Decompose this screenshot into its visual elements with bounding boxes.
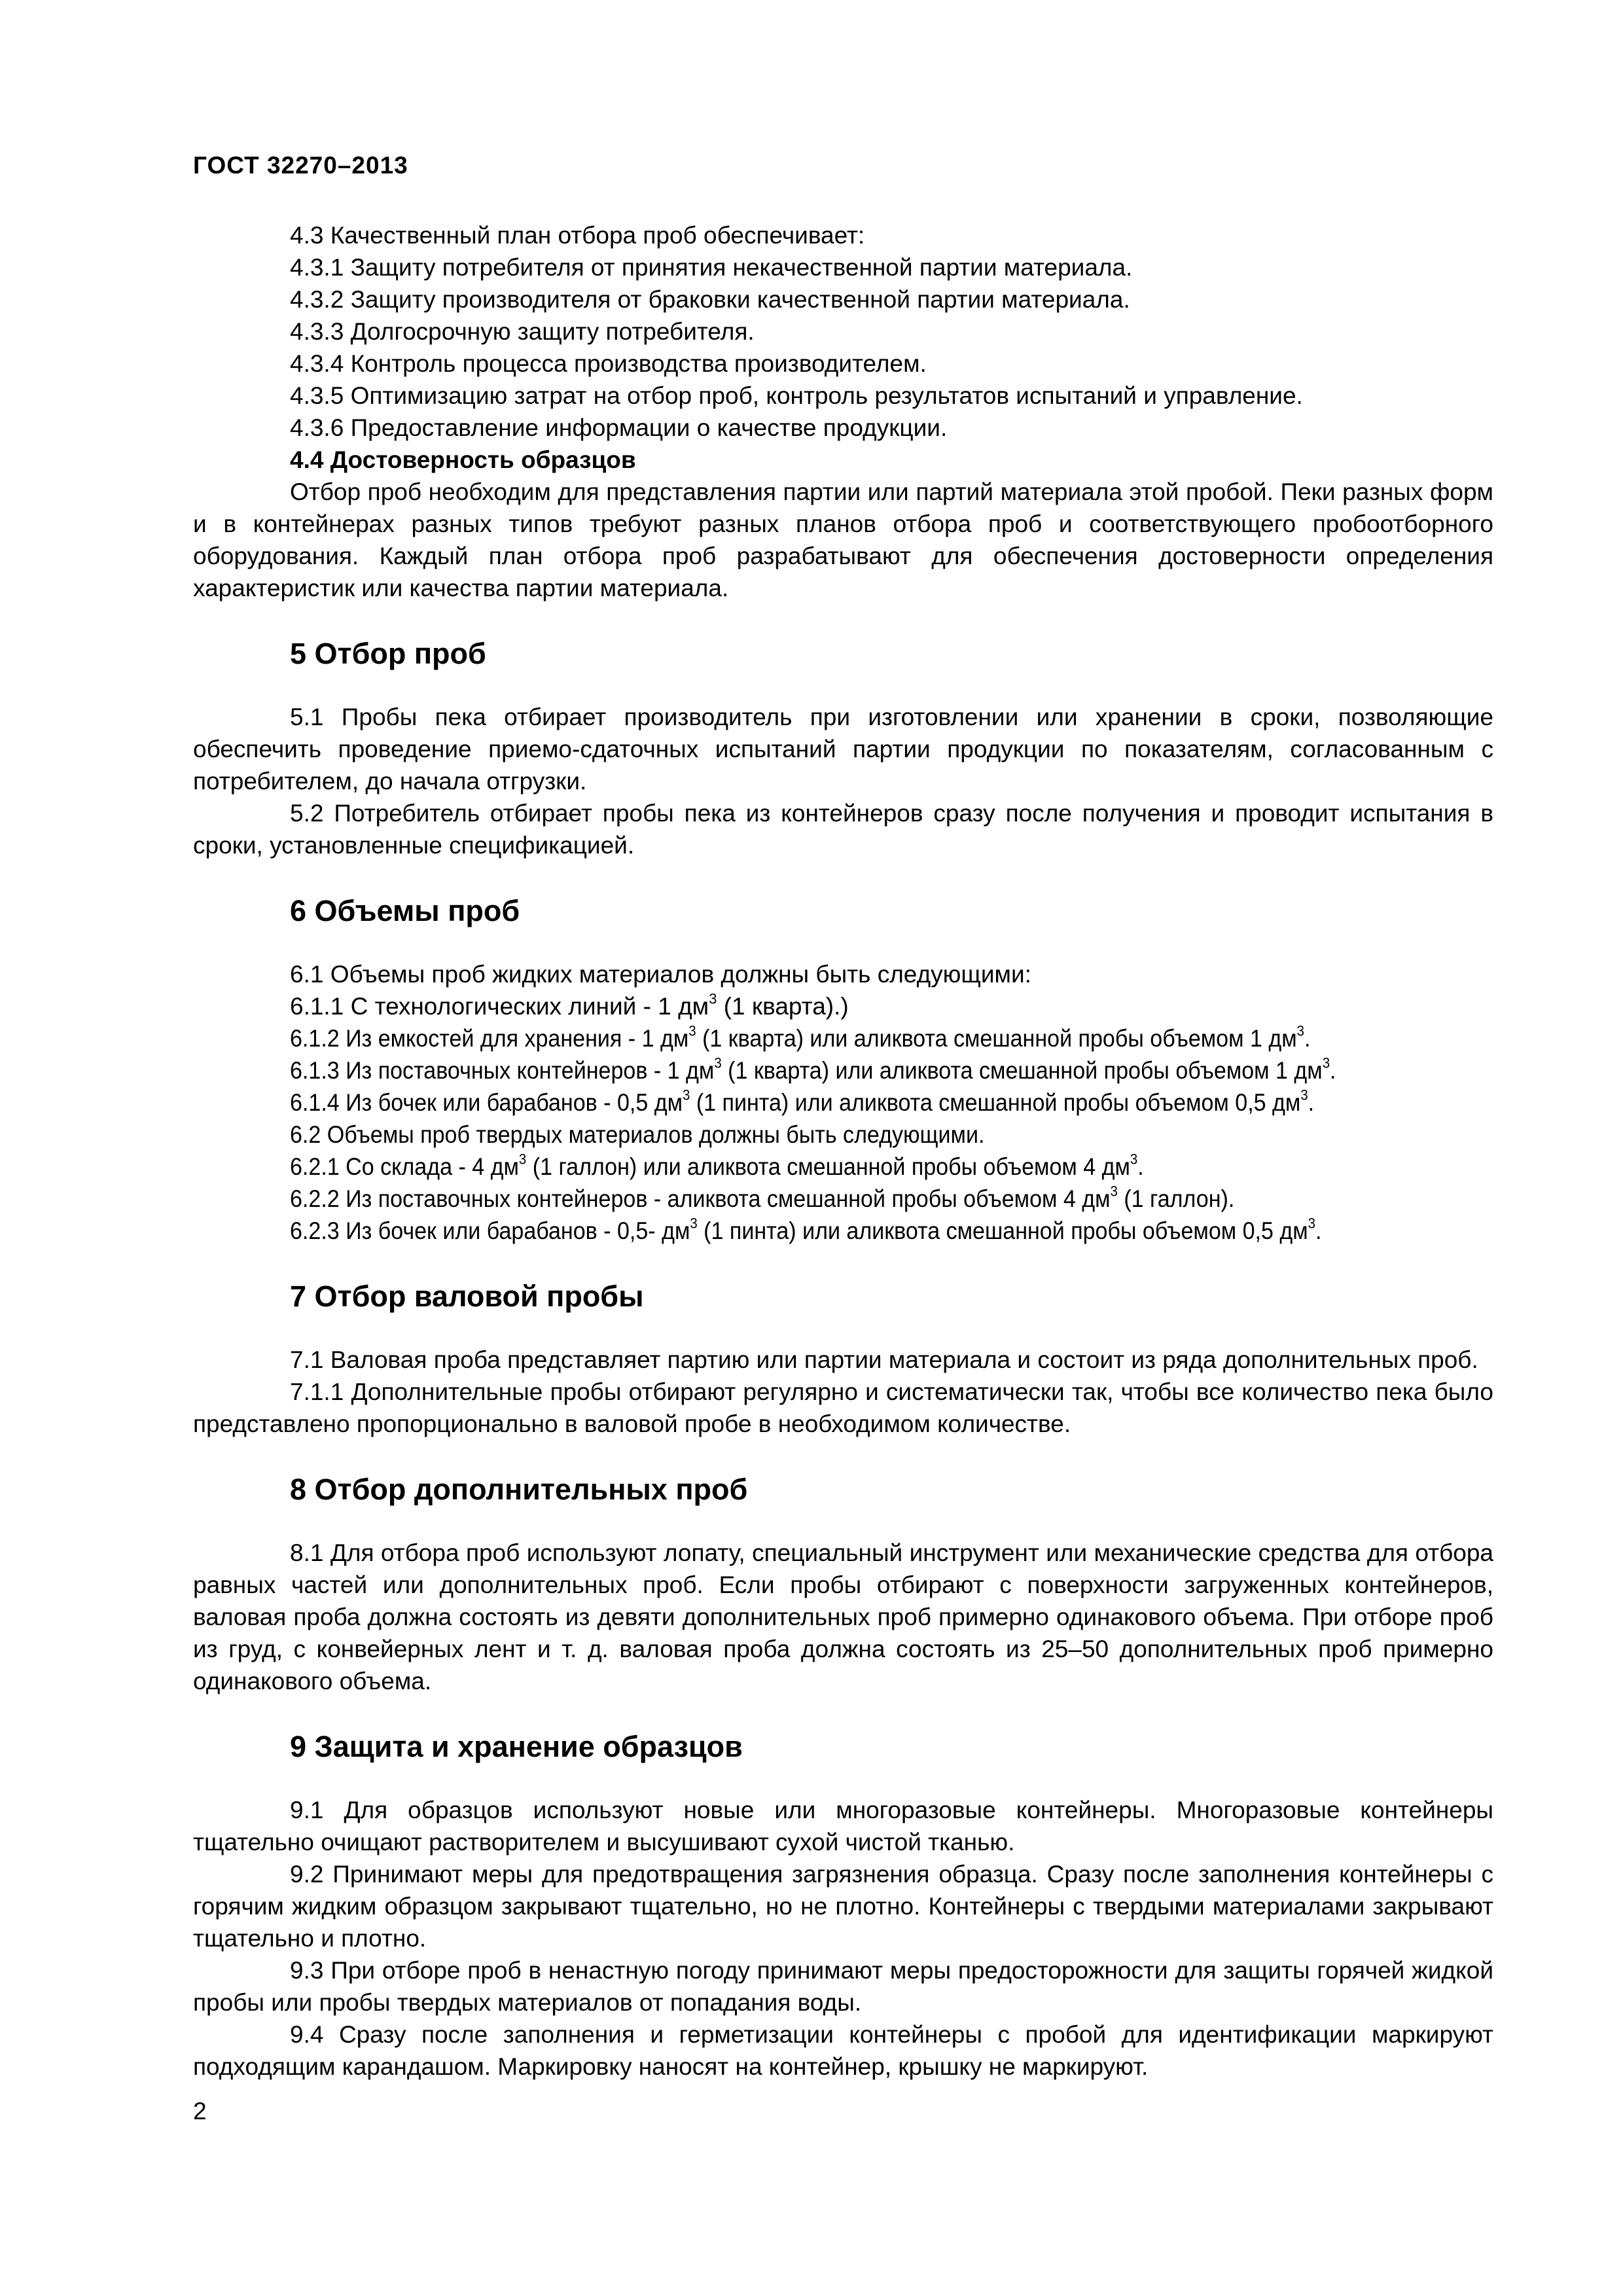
clause-6-1-1: 6.1.1 С технологических линий - 1 $дм^3$ (1 кварта).) <box>290 990 849 1020</box>
clause-4-3-3: 4.3.3 Долгосрочную защиту потребителя. <box>290 318 755 345</box>
clause-6-1-4: 6.1.4 Из бочек или барабанов - 0,5 $дм^3$ (1 пинта) или аликвота смешанной пробы объемом 0,5 $дм^3$. <box>290 1086 1315 1116</box>
clause-6-2-1: 6.2.1 Со склада - 4 $дм^3$ (1 галлон) или аликвота смешанной пробы объемом 4 $дм^3$. <box>290 1151 1144 1180</box>
document-header: ГОСТ 32270–2013 <box>193 152 408 179</box>
clause-6-1-3: 6.1.3 Из поставочных контейнеров - 1 $дм^3$ (1 кварта) или аликвота смешанной пробы объемом 1 $дм^3$. <box>290 1054 1336 1084</box>
clause-6-2-3: 6.2.3 Из бочек или барабанов - 0,5- $дм^3$ (1 пинта) или аликвота смешанной пробы объемом 0,5 $дм^3$. <box>290 1215 1322 1244</box>
clause-4-3-5: 4.3.5 Оптимизацию затрат на отбор проб, контроль результатов испытаний и управление. <box>290 382 1303 409</box>
paragraph-4-4: Отбор проб необходим для представления партии или партий материала этой пробой. Пеки разных форм и в контейнерах разных типов требуют разных планов отбора проб и соответствующего пробоотборного оборудования. Каждый план отбора проб разрабатывают для обеспечения достоверности определения характеристик или качества партии материала. <box>193 478 1493 601</box>
section-heading-7: 7 Отбор валовой пробы <box>290 1280 644 1313</box>
clause-4-3-1: 4.3.1 Защиту потребителя от принятия некачественной партии материала. <box>290 254 1133 281</box>
clause-9-1: 9.1 Для образцов используют новые или многоразовые контейнеры. Многоразовые контейнеры тщательно очищают растворителем и высушивают сухой чистой тканью. <box>193 1797 1493 1856</box>
clause-4-3-2: 4.3.2 Защиту производителя от браковки качественной партии материала. <box>290 286 1130 313</box>
subsection-heading-4-4: 4.4 Достоверность образцов <box>290 446 636 473</box>
section-heading-5: 5 Отбор проб <box>290 637 486 670</box>
clause-6-2: 6.2 Объемы проб твердых материалов должны быть следующими. <box>290 1121 985 1148</box>
clause-6-1-2: 6.1.2 Из емкостей для хранения - 1 $дм^3$ (1 кварта) или аликвота смешанной пробы объемом 1 $дм^3$. <box>290 1022 1311 1052</box>
clause-5-2: 5.2 Потребитель отбирает пробы пека из контейнеров сразу после получения и проводит испытания в сроки, установленные спецификацией. <box>193 800 1493 859</box>
page-number: 2 <box>193 2098 207 2125</box>
clause-8-1: 8.1 Для отбора проб используют лопату, специальный инструмент или механические средства для отбора равных частей или дополнительных проб. Если пробы отбирают с поверхности загруженных контейнеров, валовая проба должна состоять из девяти дополнительных проб примерно одинакового объема. При отборе проб из груд, с конвейерных лент и т. д. валовая проба должна состоять из 25–50 дополнительных проб примерно одинакового объема. <box>193 1539 1493 1695</box>
clause-4-3-6: 4.3.6 Предоставление информации о качестве продукции. <box>290 414 948 441</box>
clause-9-4: 9.4 Сразу после заполнения и герметизации контейнеры с пробой для идентификации маркируют подходящим карандашом. Маркировку наносят на контейнер, крышку не маркируют. <box>193 2021 1493 2080</box>
section-heading-6: 6 Объемы проб <box>290 894 520 927</box>
section-heading-9: 9 Защита и хранение образцов <box>290 1730 743 1763</box>
clause-4-3-4: 4.3.4 Контроль процесса производства производителем. <box>290 350 927 377</box>
clause-6-1: 6.1 Объемы проб жидких материалов должны быть следующими: <box>290 961 1031 988</box>
clause-9-3: 9.3 При отборе проб в ненастную погоду принимают меры предосторожности для защиты горячей жидкой пробы или пробы твердых материалов от попадания воды. <box>193 1957 1493 2016</box>
clause-7-1: 7.1 Валовая проба представляет партию или партии материала и состоит из ряда дополнительных проб. <box>290 1346 1478 1373</box>
clause-5-1: 5.1 Пробы пека отбирает производитель при изготовлении или хранении в сроки, позволяющие обеспечить проведение приемо-сдаточных испытаний партии продукции по показателям, согласованным с потребителем, до начала отгрузки. <box>193 704 1493 795</box>
clause-4-3: 4.3 Качественный план отбора проб обеспечивает: <box>290 222 865 249</box>
section-4-3 <box>193 219 1493 444</box>
clause-9-2: 9.2 Принимают меры для предотвращения загрязнения образца. Сразу после заполнения контейнеры с горячим жидким образцом закрывают тщательно, но не плотно. Контейнеры с твердыми материалами закрывают тщательно и плотно. <box>193 1861 1493 1952</box>
clause-7-1-1: 7.1.1 Дополнительные пробы отбирают регулярно и систематически так, чтобы все количество пека было представлено пропорционально в валовой пробе в необходимом количестве. <box>193 1378 1493 1437</box>
clause-6-2-2: 6.2.2 Из поставочных контейнеров - аликвота смешанной пробы объемом 4 $дм^3$ (1 галлон). <box>290 1183 1235 1212</box>
document-body <box>193 219 1493 2083</box>
section-heading-8: 8 Отбор дополнительных проб <box>290 1473 748 1506</box>
